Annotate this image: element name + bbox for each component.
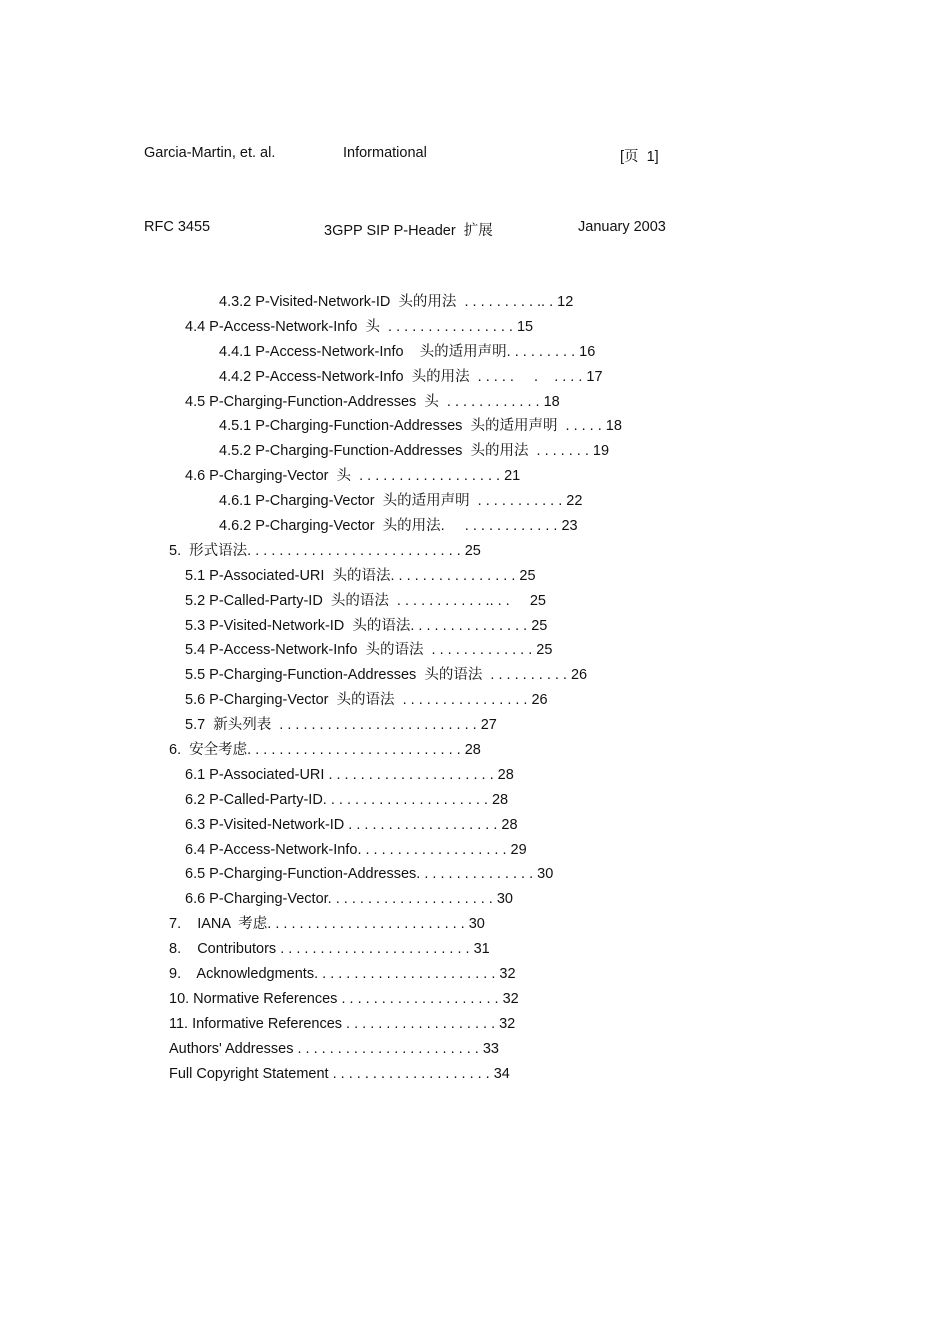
toc-entry[interactable]: 6. 安全考虑. . . . . . . . . . . . . . . . . . . . . . . . . . . 28 — [169, 742, 481, 758]
header-title: 3GPP SIP P-Header 扩展 — [324, 223, 493, 239]
toc-entry[interactable]: 6.4 P-Access-Network-Info. . . . . . . . . . . . . . . . . . . 29 — [185, 842, 527, 858]
toc-entry[interactable]: 8. Contributors . . . . . . . . . . . . . . . . . . . . . . . . 31 — [169, 941, 490, 957]
toc-entry[interactable]: 11. Informative References . . . . . . . . . . . . . . . . . . . 32 — [169, 1016, 516, 1032]
toc-entry[interactable]: 5. 形式语法. . . . . . . . . . . . . . . . . . . . . . . . . . . 25 — [169, 543, 481, 559]
header-rfc-number: RFC 3455 — [144, 219, 211, 235]
toc-entry[interactable]: 6.1 P-Associated-URI . . . . . . . . . . . . . . . . . . . . . 28 — [185, 767, 514, 783]
toc-entry[interactable]: 4.4.1 P-Access-Network-Info 头的适用声明. . . . . . . . . 16 — [219, 344, 596, 360]
toc-entry[interactable]: Authors' Addresses . . . . . . . . . . . . . . . . . . . . . . . 33 — [169, 1041, 499, 1057]
toc-entry[interactable]: 10. Normative References . . . . . . . . . . . . . . . . . . . . 32 — [169, 991, 519, 1007]
toc-entry[interactable]: 7. IANA 考虑. . . . . . . . . . . . . . . . . . . . . . . . . 30 — [169, 916, 485, 932]
toc-entry[interactable]: 4.5.1 P-Charging-Function-Addresses 头的适用声明 . . . . . 18 — [219, 418, 622, 434]
toc-entry[interactable]: 4.6.1 P-Charging-Vector 头的适用声明 . . . . . . . . . . . 22 — [219, 493, 583, 509]
toc-entry[interactable]: 6.6 P-Charging-Vector. . . . . . . . . . . . . . . . . . . . . 30 — [185, 891, 513, 907]
toc-entry[interactable]: 9. Acknowledgments. . . . . . . . . . . . . . . . . . . . . . . 32 — [169, 966, 516, 982]
toc-entry[interactable]: 5.2 P-Called-Party-ID 头的语法 . . . . . . . . . . . .. . . 25 — [185, 593, 546, 609]
toc-entry[interactable]: 6.3 P-Visited-Network-ID . . . . . . . . . . . . . . . . . . . 28 — [185, 817, 518, 833]
toc-entry[interactable]: 5.3 P-Visited-Network-ID 头的语法. . . . . . . . . . . . . . . 25 — [185, 618, 548, 634]
toc-entry[interactable]: 4.6.2 P-Charging-Vector 头的用法. . . . . . . . . . . . . 23 — [219, 518, 578, 534]
toc-entry[interactable]: 4.4.2 P-Access-Network-Info 头的用法 . . . . . . . . . . 17 — [219, 369, 603, 385]
toc-entry[interactable]: 4.4 P-Access-Network-Info 头 . . . . . . . . . . . . . . . . 15 — [185, 319, 534, 335]
toc-entry[interactable]: 6.5 P-Charging-Function-Addresses. . . . . . . . . . . . . . . 30 — [185, 866, 554, 882]
toc-entry[interactable]: 5.7 新头列表 . . . . . . . . . . . . . . . . . . . . . . . . . 27 — [185, 717, 497, 733]
toc-entry[interactable]: 5.5 P-Charging-Function-Addresses 头的语法 . . . . . . . . . . 26 — [185, 667, 588, 683]
toc-entry[interactable]: 4.3.2 P-Visited-Network-ID 头的用法 . . . . . . . . . .. . 12 — [219, 294, 574, 310]
toc-entry[interactable]: 4.5.2 P-Charging-Function-Addresses 头的用法 . . . . . . . 19 — [219, 443, 610, 459]
toc-entry[interactable]: 5.6 P-Charging-Vector 头的语法 . . . . . . . . . . . . . . . . 26 — [185, 692, 548, 708]
toc-entry[interactable]: 4.6 P-Charging-Vector 头 . . . . . . . . . . . . . . . . . . 21 — [185, 468, 521, 484]
toc-entry[interactable]: 6.2 P-Called-Party-ID. . . . . . . . . . . . . . . . . . . . . 28 — [185, 792, 509, 808]
footer-authors: Garcia-Martin, et. al. — [144, 145, 276, 161]
toc-entry[interactable]: 5.1 P-Associated-URI 头的语法. . . . . . . . . . . . . . . . 25 — [185, 568, 536, 584]
toc-entry[interactable]: Full Copyright Statement . . . . . . . . . . . . . . . . . . . . 34 — [169, 1066, 510, 1082]
footer-page-number: [页 1] — [620, 149, 659, 165]
header-date: January 2003 — [578, 219, 666, 235]
toc-entry[interactable]: 4.5 P-Charging-Function-Addresses 头 . . . . . . . . . . . . 18 — [185, 394, 560, 410]
footer-category: Informational — [343, 145, 427, 161]
toc-entry[interactable]: 5.4 P-Access-Network-Info 头的语法 . . . . . . . . . . . . . 25 — [185, 642, 553, 658]
